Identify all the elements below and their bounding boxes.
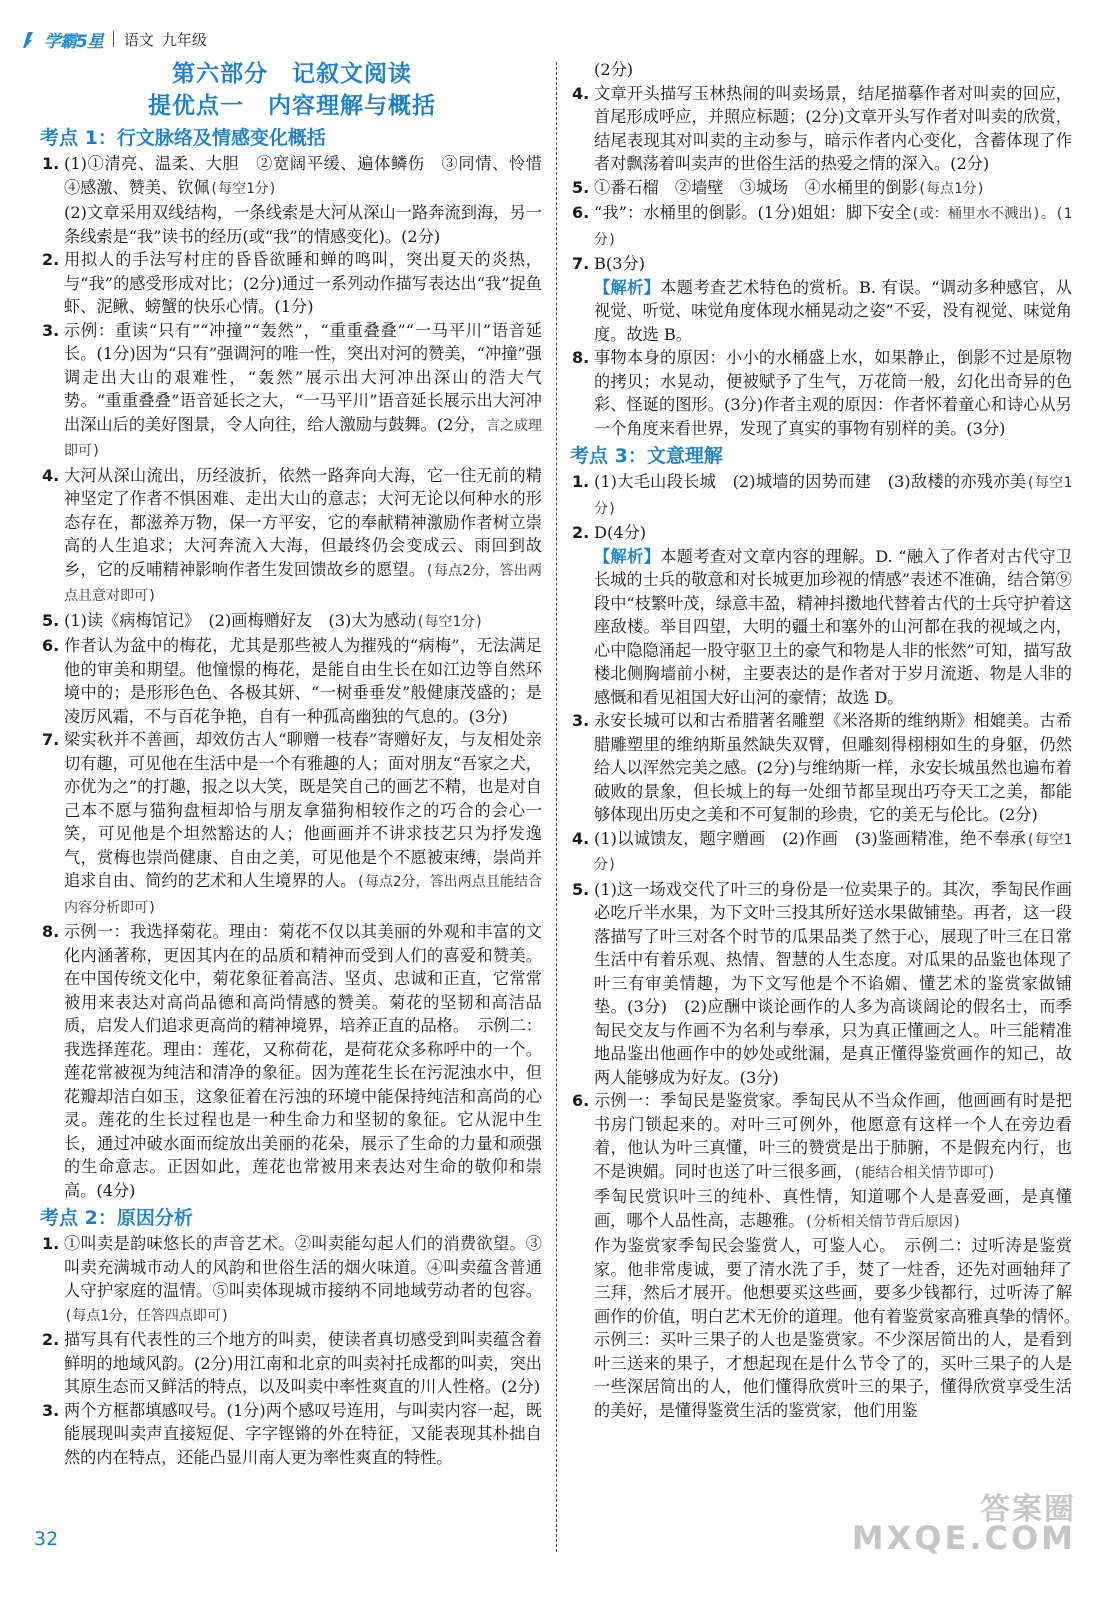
answer-item (42, 1328, 542, 1399)
answer-item (572, 1185, 1072, 1234)
answer-text (594, 201, 1072, 252)
answer-body: (1)①清亮、温柔、大胆 ②宽阔平缓、遍体鳞伤 ③同情、怜惜 ④感激、赞美、钦佩 (64, 154, 559, 197)
answer-text (64, 464, 542, 609)
page-number: 32 (34, 1528, 59, 1550)
scoring-note: (每空1分) (594, 831, 1073, 873)
answer-number: 7. (572, 254, 590, 273)
brand-name: 学霸5星 (44, 31, 103, 52)
answer-text (594, 276, 1072, 347)
answer-number: 3. (42, 1400, 60, 1420)
answer-text (594, 252, 1072, 276)
answer-item (42, 920, 542, 1202)
answer-item (572, 346, 1072, 440)
analysis-tag: 【解析】 (594, 277, 661, 297)
answer-body: 季匋民赏识叶三的纯朴、真性情，知道哪个人是喜爱画，是真懂画，哪个人品性高，志趣雅。 (594, 1187, 1072, 1230)
answer-text (594, 878, 1072, 1090)
answer-list (572, 82, 1072, 441)
scoring-note: (分析相关情节背后原因) (804, 1213, 962, 1230)
answer-text (64, 1328, 542, 1399)
answer-body: 永安长城可以和古希腊著名雕塑《米洛斯的维纳斯》相媲美。古希腊雕塑里的维纳斯虽然缺失双臂，但雕刻得栩栩如生的身躯，仍然给人以浑然完美之感。(2分)与维纳斯一样，永安长城虽然也遍布着破败的景象，但长城上的每一处细节都呈现出巧夺天工之美，都能够体现出历史之美和不可复制的珍贵，它的美无与伦比。(2分) (594, 711, 1072, 824)
answer-item (572, 521, 1072, 709)
answer-text (594, 346, 1072, 440)
right-column (570, 58, 1089, 1422)
answer-body: 示例一：我选择菊花。理由：菊花不仅以其美丽的外观和丰富的文化内涵著称，更因其内在的品质和精神而受到人们的喜爱和赞美。在中国传统文化中，菊花象征着高洁、坚贞、忠诚和正直，它常常被用来表达对高尚品德和高尚情感的赞美。菊花的坚韧和高洁品质，启发人们追求更高尚的精神境界，培养正直的品格。 示例二：我选择莲花。理由：莲花，又称荷花，是荷花众多称呼中的一个。莲花常被视为纯洁和清净的象征。因为莲花生长在污泥浊水中，但花瓣却洁白如玉，这象征着在污浊的环境中能保持纯洁和高尚的心灵。莲花的生长过程也是一种生命力和坚韧的象征。它从泥中生长，通过冲破水面而绽放出美丽的花朵，展示了生命的力量和顽强的生命意志。正因如此，莲花也常被用来表达对生命的敬仰和崇高。(4分) (64, 922, 542, 1200)
answer-body: (1)大毛山段长城 (2)城墙的因势而建 (3)敌楼的亦残亦美 (594, 472, 1027, 491)
scoring-note: (每点2分，答出两点且意对即可) (64, 562, 543, 604)
answer-number: 3. (572, 711, 590, 730)
answer-number: 4. (572, 828, 590, 848)
answer-text (594, 1089, 1072, 1185)
answer-item (572, 709, 1072, 827)
answer-text (594, 82, 1072, 176)
answer-text (64, 152, 559, 201)
scoring-note: (每点1分，任答四点即可) (64, 1307, 230, 1324)
answer-number: 1. (572, 472, 590, 491)
answer-body: 两个方框都填感叹号。(1分)两个感叹号连用，与叫卖内容一起，既能展现叫卖声直接短促、字字铿锵的外在特征，又能表现其朴拙自然的内在特点，还能凸显川南人更为率性爽直的特性。 (64, 1400, 542, 1467)
answer-number: 8. (42, 922, 60, 941)
logo-icon (20, 28, 36, 50)
scoring-note: (每空1分) (416, 613, 484, 630)
answer-number: 5. (572, 879, 590, 899)
answer-item (42, 248, 542, 319)
left-column (40, 58, 559, 1469)
answer-item (42, 1232, 542, 1328)
analysis-text: 本题考查艺术特色的赏析。B. 有误。“调动多种感官，从视觉、听觉、味觉角度体现水桶晃动之姿”不妥，没有视觉、味觉角度。故选 B。 (594, 277, 1072, 344)
answer-body: “我”：水桶里的倒影。(1分)姐姐：脚下安全 (594, 203, 912, 222)
answer-number: 2. (42, 1330, 60, 1349)
answer-number: 7. (42, 730, 60, 749)
part-title: 第六部分 记叙文阅读 (172, 60, 412, 87)
answer-text (594, 470, 1072, 521)
watermark-line: MXQE.COM (851, 1519, 1076, 1557)
answer-body: 用拟人的手法写村庄的昏昏欲睡和蝉的鸣叫，突出夏天的炎热，与“我”的感受形成对比；(2分)通过一系列动作描写表达出“我”捉鱼虾、泥鳅、螃蟹的快乐心情。(1分) (64, 250, 542, 316)
section-heading: 考点 3：文意理解 (570, 445, 723, 467)
answer-item (42, 609, 542, 635)
answer-body: (2)文章采用双线结构，一条线索是大河从深山一路奔流到海，另一条线索是“我”读书的经历(或“我”的情感变化)。(2分) (64, 203, 542, 246)
scoring-note: (每空1分) (594, 475, 1073, 517)
answer-body (594, 547, 1072, 707)
scoring-note: 言之成理即可) (64, 417, 542, 459)
answer-text (64, 201, 542, 248)
answer-number: 2. (42, 250, 60, 269)
answer-body: (1)读《病梅馆记》 (2)画梅赠好友 (3)大为感动 (64, 610, 417, 630)
answer-number: 6. (42, 636, 60, 655)
answer-text (64, 920, 542, 1202)
answer-body: (1)这一场戏交代了叶三的身份是一位卖果子的。其次，季匋民作画必吃斤半水果，为下文叶三投其所好送水果做铺垫。再者，这一段落描写了叶三对各个时节的瓜果品类了然于心，展现了叶三在日常生活中有着乐观、热情、智慧的人生态度。对瓜果的品鉴也体现了叶三有审美情趣，为下文写他是个不谄媚、懂艺术的鉴赏家做铺垫。(3分) (2)应酬中谈论画作的人多为高谈阔论的假名士，而季匋民交友与作画不为名利与奉承，只为真正懂画之人。叶三能精准地品鉴出他画作中的妙处或纰漏，是真正懂得鉴赏画作的知己，故两人能够成为好友。(3分) (594, 879, 1072, 1087)
section-heading: 考点 2：原因分析 (40, 1207, 193, 1229)
scoring-note: (每点1分) (917, 180, 986, 197)
answer-item (572, 470, 1072, 521)
answer-body: (1)以诚馈友，题字赠画 (2)作画 (3)鉴画精准，绝不奉承 (594, 828, 1027, 848)
answer-text (64, 1232, 542, 1328)
answer-item (572, 1234, 1089, 1422)
answer-item (572, 827, 1072, 878)
answer-number: 8. (572, 348, 590, 367)
answer-text (594, 176, 1072, 202)
answer-text (594, 1234, 1089, 1422)
answer-number: 6. (572, 1091, 590, 1110)
column-divider (556, 62, 557, 1552)
answer-item (572, 1089, 1072, 1185)
answer-body: 梁实秋并不善画，却效仿古人“聊赠一枝春”寄赠好友，与友相处亲切有趣，可见他在生活中是一个有雅趣的人；面对朋友“吾家之犬，亦优为之”的打趣，报之以大笑，既是笑自己的画艺不精，也是对自己本不愿与猫狗盘桓却恰与朋友拿猫狗相较作之的巧合的会心一笑，可见他是个坦然豁达的人；他画画并不讲求技艺只为抒发逸气，赏梅也崇尚健康、自由之美，可见他是个不愿被束缚，崇尚并追求自由、简约的艺术和人生境界的人。 (64, 730, 542, 890)
answer-body: ①叫卖是韵味悠长的声音艺术。②叫卖能勾起人们的消费欲望。③叫卖充满城市动人的风韵和世俗生活的烟火味道。④叫卖蕴含普通人守护家庭的温情。⑤叫卖体现城市接纳不同地域劳动者的包容。 (64, 1234, 542, 1300)
answer-text (64, 1399, 542, 1470)
answer-number: 4. (42, 465, 60, 485)
answer-text (594, 545, 1072, 710)
answer-text (594, 827, 1072, 878)
analysis-tag: 【解析】 (594, 546, 661, 566)
answer-number: 4. (572, 83, 590, 103)
answer-number: 5. (572, 177, 590, 197)
answer-body (594, 278, 1072, 344)
answer-item (572, 878, 1072, 1090)
scoring-note: (每点2分，答出两点且能结合内容分析即可) (64, 874, 543, 916)
answer-body: 示例：重读“只有”“冲撞”“轰然”，“重重叠叠”“一马平川”语音延长。(1分)因为“只有”强调河的唯一性，突出对河的赞美，“冲撞”强调走出大山的艰难性，“轰然”展示出大河冲出深山的浩大气势。“重重叠叠”语音延长之大，“一马平川”语音延长展示出大河冲出深山后的美好图景，令人向往，给人激励与鼓舞。(2分， (64, 320, 542, 434)
answer-item (42, 728, 542, 920)
answer-item (42, 152, 559, 248)
point-title: 提优点一 内容理解与概括 (148, 92, 436, 119)
answer-text (64, 634, 542, 728)
answer-text (594, 1185, 1072, 1234)
answer-continuation (572, 58, 1072, 82)
answer-list (42, 152, 559, 1202)
answer-item (572, 176, 1072, 202)
answer-text (594, 709, 1072, 827)
answer-number: 1. (42, 1234, 60, 1253)
section-heading: 考点 1：行文脉络及情感变化概括 (40, 127, 326, 149)
header-separator (113, 31, 114, 47)
answer-number: 6. (572, 203, 590, 222)
answer-item (572, 82, 1072, 176)
answer-body: 事物本身的原因：小小的水桶盛上水，如果静止，倒影不过是原物的拷贝；水晃动，便被赋予了生气，万花筒一般，幻化出奇异的色彩、怪诞的图形。(3分)作者主观的原因：作者怀着童心和诗心从另一个角度来看世界，发现了真实的事物有别样的美。(3分) (594, 348, 1072, 438)
scoring-note: (能结合相关情节即可) (853, 1164, 996, 1181)
answer-item (572, 252, 1072, 346)
answer-body: D(4分) (594, 523, 647, 542)
watermark-line: 答案圈 (980, 1492, 1076, 1527)
answer-list (572, 470, 1089, 1422)
answer-number: 5. (42, 610, 60, 630)
grade-label: 九年级 (161, 30, 207, 49)
answer-body: 描写具有代表性的三个地方的叫卖，使读者真切感受到叫卖蕴含着鲜明的地域风韵。(2分)用江南和北京的叫卖衬托成都的叫卖，突出其原生态而又鲜活的特点，以及叫卖中率性爽直的川人性格。(2分) (64, 1330, 542, 1396)
scoring-note: (或：桶里水不溅出)。(1分) (594, 206, 1073, 248)
answer-body: 示例一：季匋民是鉴赏家。季匋民从不当众作画，他画画有时是把书房门锁起来的。对叶三可例外，他愿意有这样一个人在旁边看着，他认为叶三真懂，叶三的赞赏是出于肺腑，不是假充内行，也不是谀媚。同时也送了叶三很多画， (594, 1091, 1072, 1181)
answer-body: B(3分) (594, 254, 646, 273)
watermark (851, 1492, 1076, 1557)
answer-body: 作为鉴赏家季匋民会鉴赏人，可鉴人心。 示例二：过听涛是鉴赏家。他非常虔诚，要了清水洗了手，焚了一炷香，还先对画轴拜了三拜，然后才展开。他想要买这些画，要多少钱都行，过听涛了解画作的价值，明白艺术无价的道理。他有着鉴赏家高雅真挚的情怀。 示例三：买叶三果子的人也是鉴赏家。不少深居简出的人，是看到叶三送来的果子，才想起现在是什么节令了的，买叶三果子的人是一些深居简出的人，他们懂得欣赏叶三的果子，懂得欣赏享受生活的美好，是懂得鉴赏生活的鉴赏家，他们用鉴 (594, 1236, 1089, 1420)
answer-text (594, 521, 1072, 545)
answer-list (42, 1232, 542, 1469)
answer-body: 大河从深山流出，历经波折，依然一路奔向大海，它一往无前的精神坚定了作者不惧困难、走出大山的意志；大河无论以何种水的形态存在，都滋养万物，保一方平安，它的奉献精神激励作者树立崇高的人生追求；大河奔流入大海，但最终仍会变成云、雨回到故乡，它的反哺精神影响作者生发回馈故乡的愿望。 (64, 465, 542, 579)
answer-text (64, 728, 542, 920)
answer-text (64, 609, 542, 635)
answer-text (64, 248, 542, 319)
answer-item (42, 464, 542, 609)
answer-body: 作者认为盆中的梅花，尤其是那些被人为摧残的“病梅”，无法满足他的审美和期望。他憧憬的梅花，是能自由生长在如江边等自然环境中的；是形形色色、各极其妍、“一树垂垂发”般健康茂盛的；是凌厉风霜，不与百花争艳，自有一种孤高幽独的气息的。(3分) (64, 636, 542, 726)
answer-number: 2. (572, 523, 590, 542)
subject-label: 语文 (123, 30, 154, 49)
scoring-note: (每空1分) (209, 180, 277, 197)
answer-number: 1. (42, 154, 60, 173)
page-header (20, 24, 207, 54)
analysis-text: 本题考查对文章内容的理解。D. “融入了作者对古代守卫长城的士兵的敬意和对长城更加珍视的情感”表述不准确，结合第⑨段中“枝繁叶茂，绿意丰盈，精神抖擞地代替着古代的士兵守护着这座敌楼。举目四望，大明的疆土和塞外的山河都在我的视域之内，心中隐隐涌起一股守驱卫土的豪气和物是人非的怅然”可知，描写敌楼北侧胸墙前小树，主要表达的是作者对于岁月流逝、物是人非的感慨和看见祖国大好山河的豪情；故选 D。 (594, 546, 1073, 707)
answer-number: 3. (42, 320, 60, 340)
answer-body: 文章开头描写玉林热闹的叫卖场景，结尾描摹作者对叫卖的回应，首尾形成呼应，并照应标题；(2分)文章开头写作者对叫卖的欣赏，结尾表现其对叫卖的主动参与，暗示作者内心变化，含蓄体现了作者对飘荡着叫卖声的世俗生活的热爱之情的深入。(2分) (594, 83, 1072, 173)
answer-item (42, 634, 542, 728)
answer-item (42, 319, 542, 464)
answer-text: (2分) (594, 60, 634, 79)
answer-item (572, 201, 1072, 252)
answer-body: ①番石榴 ②墙壁 ③城场 ④水桶里的倒影 (594, 177, 918, 197)
answer-item (42, 1399, 542, 1470)
answer-text (64, 319, 542, 464)
